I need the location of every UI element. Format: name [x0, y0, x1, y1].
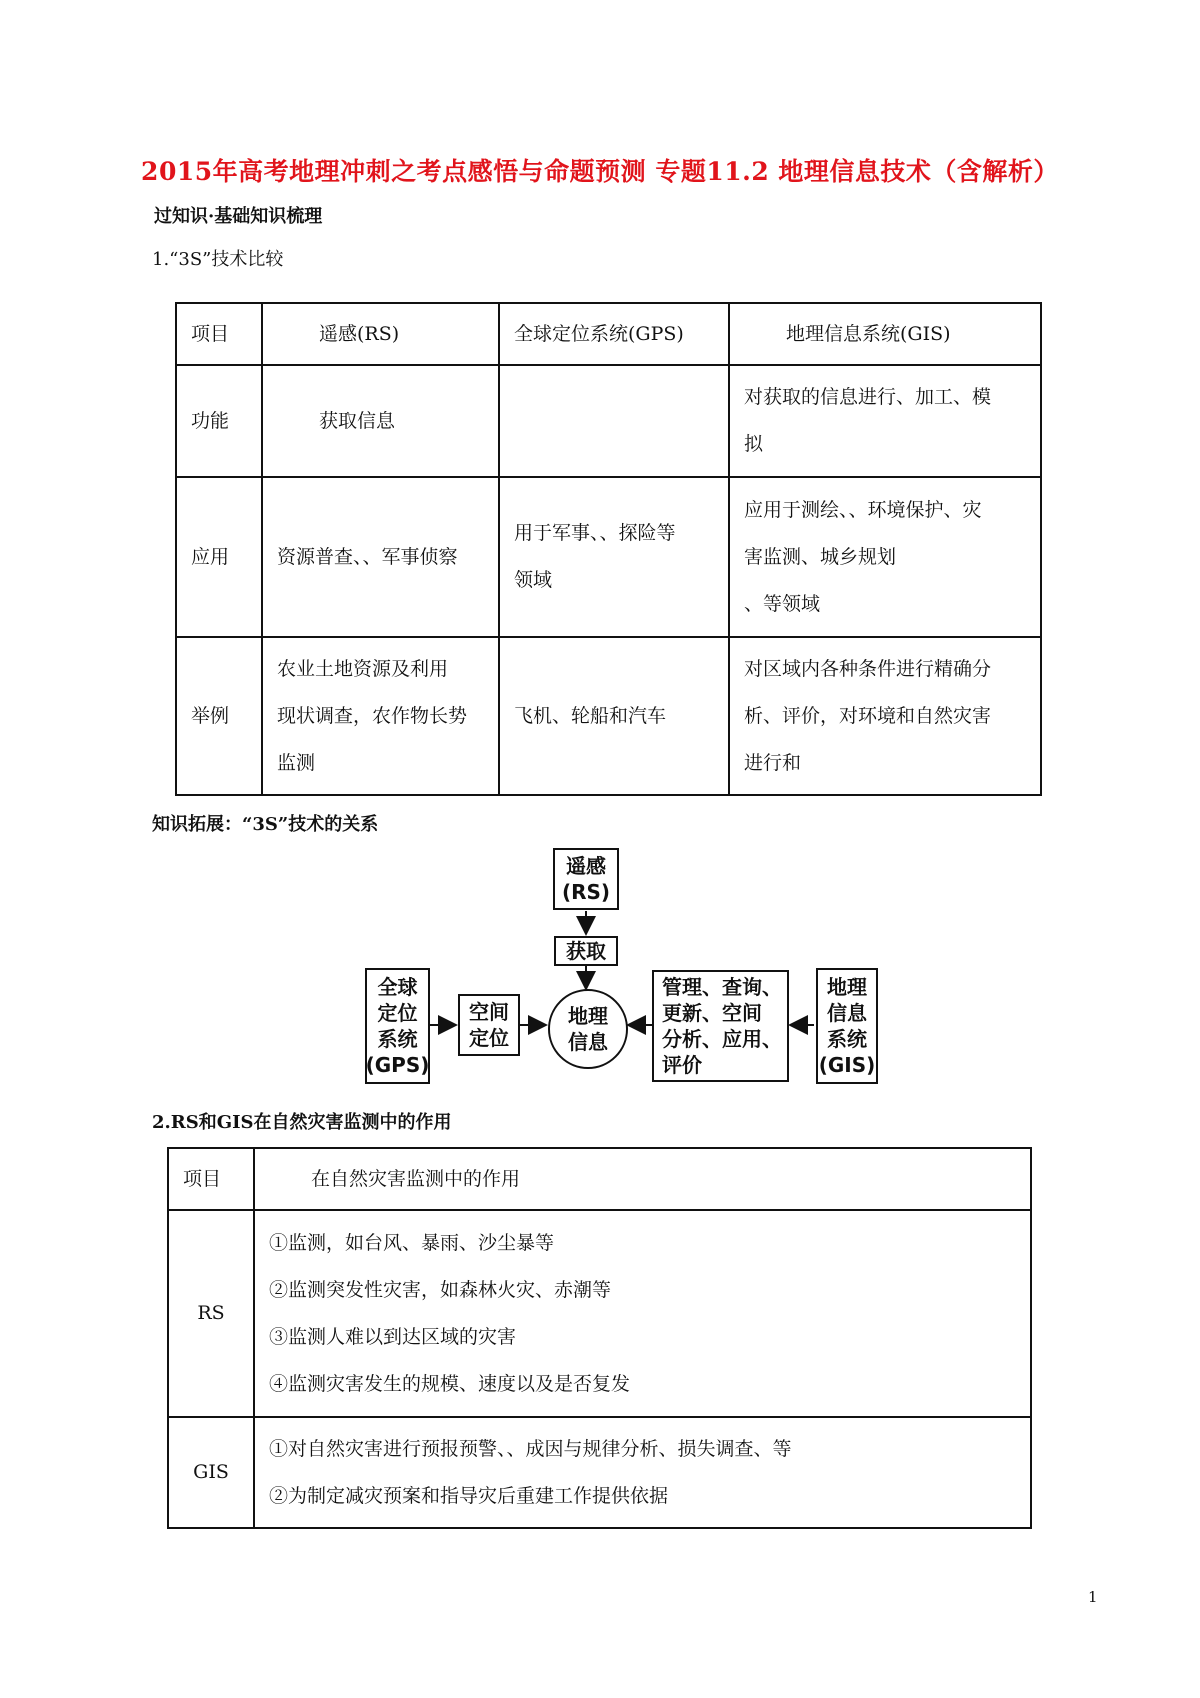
table-row — [168, 1210, 1031, 1417]
rs-box-line: (RS) — [561, 880, 611, 904]
gis-box-line: (GIS) — [818, 1053, 876, 1077]
cell-line: 对获取的信息进行、加工、模 — [744, 386, 992, 408]
acquire-box: 获取 — [554, 936, 618, 966]
cell-line: 应用于测绘、、环境保护、灾 — [744, 498, 982, 521]
gis-box-line: 信息 — [827, 1001, 867, 1025]
gps-box — [365, 968, 430, 1084]
table-cell: 飞机、轮船和汽车 — [499, 637, 729, 795]
list-item: ①监测，如台风、暴雨、沙尘暴等 — [269, 1231, 555, 1254]
gps-box-line: 系统 — [377, 1027, 418, 1051]
gps-box-line: 全球 — [377, 975, 418, 999]
cell-line: 领域 — [514, 569, 553, 591]
row-label: 举例 — [176, 637, 262, 795]
table-row — [168, 1417, 1031, 1528]
cell-line: 害监测、城乡规划 — [744, 545, 897, 568]
gis-box-line: 系统 — [827, 1027, 867, 1051]
manage-box-line: 更新、空间 — [662, 1001, 762, 1025]
spatial-box-line: 定位 — [469, 1026, 509, 1050]
cell-line: 对区域内各种条件进行精确分 — [744, 657, 992, 680]
geo-info-line: 信息 — [568, 1030, 608, 1054]
cell-line: 监测 — [277, 751, 316, 774]
sub2-heading: 2.RS和GIS在自然灾害监测中的作用 — [152, 1112, 452, 1133]
table-header-row — [168, 1148, 1031, 1210]
table-cell: 获取信息 — [262, 365, 499, 477]
manage-box-line: 分析、应用、 — [662, 1027, 782, 1051]
gps-box-line: (GPS) — [365, 1053, 430, 1077]
table-cell: 资源普查、、军事侦察 — [262, 477, 499, 637]
sub1-heading: 1.“3S”技术比较 — [152, 249, 284, 270]
table-cell — [254, 1417, 1031, 1528]
rs-box — [553, 848, 619, 910]
document-title: 2015年高考地理冲刺之考点感悟与命题预测 专题11.2 地理信息技术（含解析） — [141, 157, 1059, 186]
manage-box-line: 评价 — [662, 1053, 702, 1077]
header-cell: 项目 — [176, 303, 262, 365]
header-cell: 在自然灾害监测中的作用 — [254, 1148, 1031, 1210]
rs-box-line: 遥感 — [566, 854, 606, 878]
row-label: 应用 — [176, 477, 262, 637]
section-heading: 过知识·基础知识梳理 — [154, 206, 323, 227]
cell-line: 进行和 — [744, 751, 802, 774]
manage-box-line: 管理、查询、 — [662, 975, 782, 999]
extension-heading: 知识拓展：“3S”技术的关系 — [152, 814, 379, 835]
list-item: ②监测突发性灾害，如森林火灾、赤潮等 — [269, 1278, 612, 1301]
page-number: 1 — [1088, 1588, 1098, 1606]
gis-box — [816, 968, 878, 1084]
gps-box-line: 定位 — [377, 1001, 418, 1025]
cell-line: 农业土地资源及利用 — [277, 657, 449, 680]
cell-line: 拟 — [744, 433, 764, 455]
spatial-box-line: 空间 — [469, 1000, 509, 1024]
cell-line: 析、评价，对环境和自然灾害 — [744, 704, 992, 727]
row-label: RS — [168, 1210, 254, 1417]
list-item: ④监测灾害发生的规模、速度以及是否复发 — [269, 1372, 631, 1395]
table-cell — [254, 1210, 1031, 1417]
manage-box — [652, 970, 789, 1082]
row-label: GIS — [168, 1417, 254, 1528]
list-item: ③监测人难以到达区域的灾害 — [269, 1325, 517, 1348]
cell-line: 现状调查，农作物长势 — [277, 704, 468, 727]
list-item: ②为制定减灾预案和指导灾后重建工作提供依据 — [269, 1484, 669, 1507]
geo-info-line: 地理 — [568, 1004, 608, 1028]
gis-box-line: 地理 — [827, 975, 867, 999]
disaster-monitoring-table — [167, 1147, 1032, 1529]
cell-line: 、等领域 — [744, 592, 821, 615]
header-cell: 全球定位系统(GPS) — [499, 303, 729, 365]
header-cell: 遥感(RS) — [262, 303, 499, 365]
row-label: 功能 — [176, 365, 262, 477]
cell-line: 用于军事、、探险等 — [514, 522, 676, 544]
list-item: ①对自然灾害进行预报预警、、成因与规律分析、损失调查、等 — [269, 1437, 792, 1460]
header-cell: 地理信息系统(GIS) — [729, 303, 1041, 365]
geo-info-circle — [548, 989, 628, 1069]
header-cell: 项目 — [168, 1148, 254, 1210]
spatial-box — [458, 994, 520, 1056]
